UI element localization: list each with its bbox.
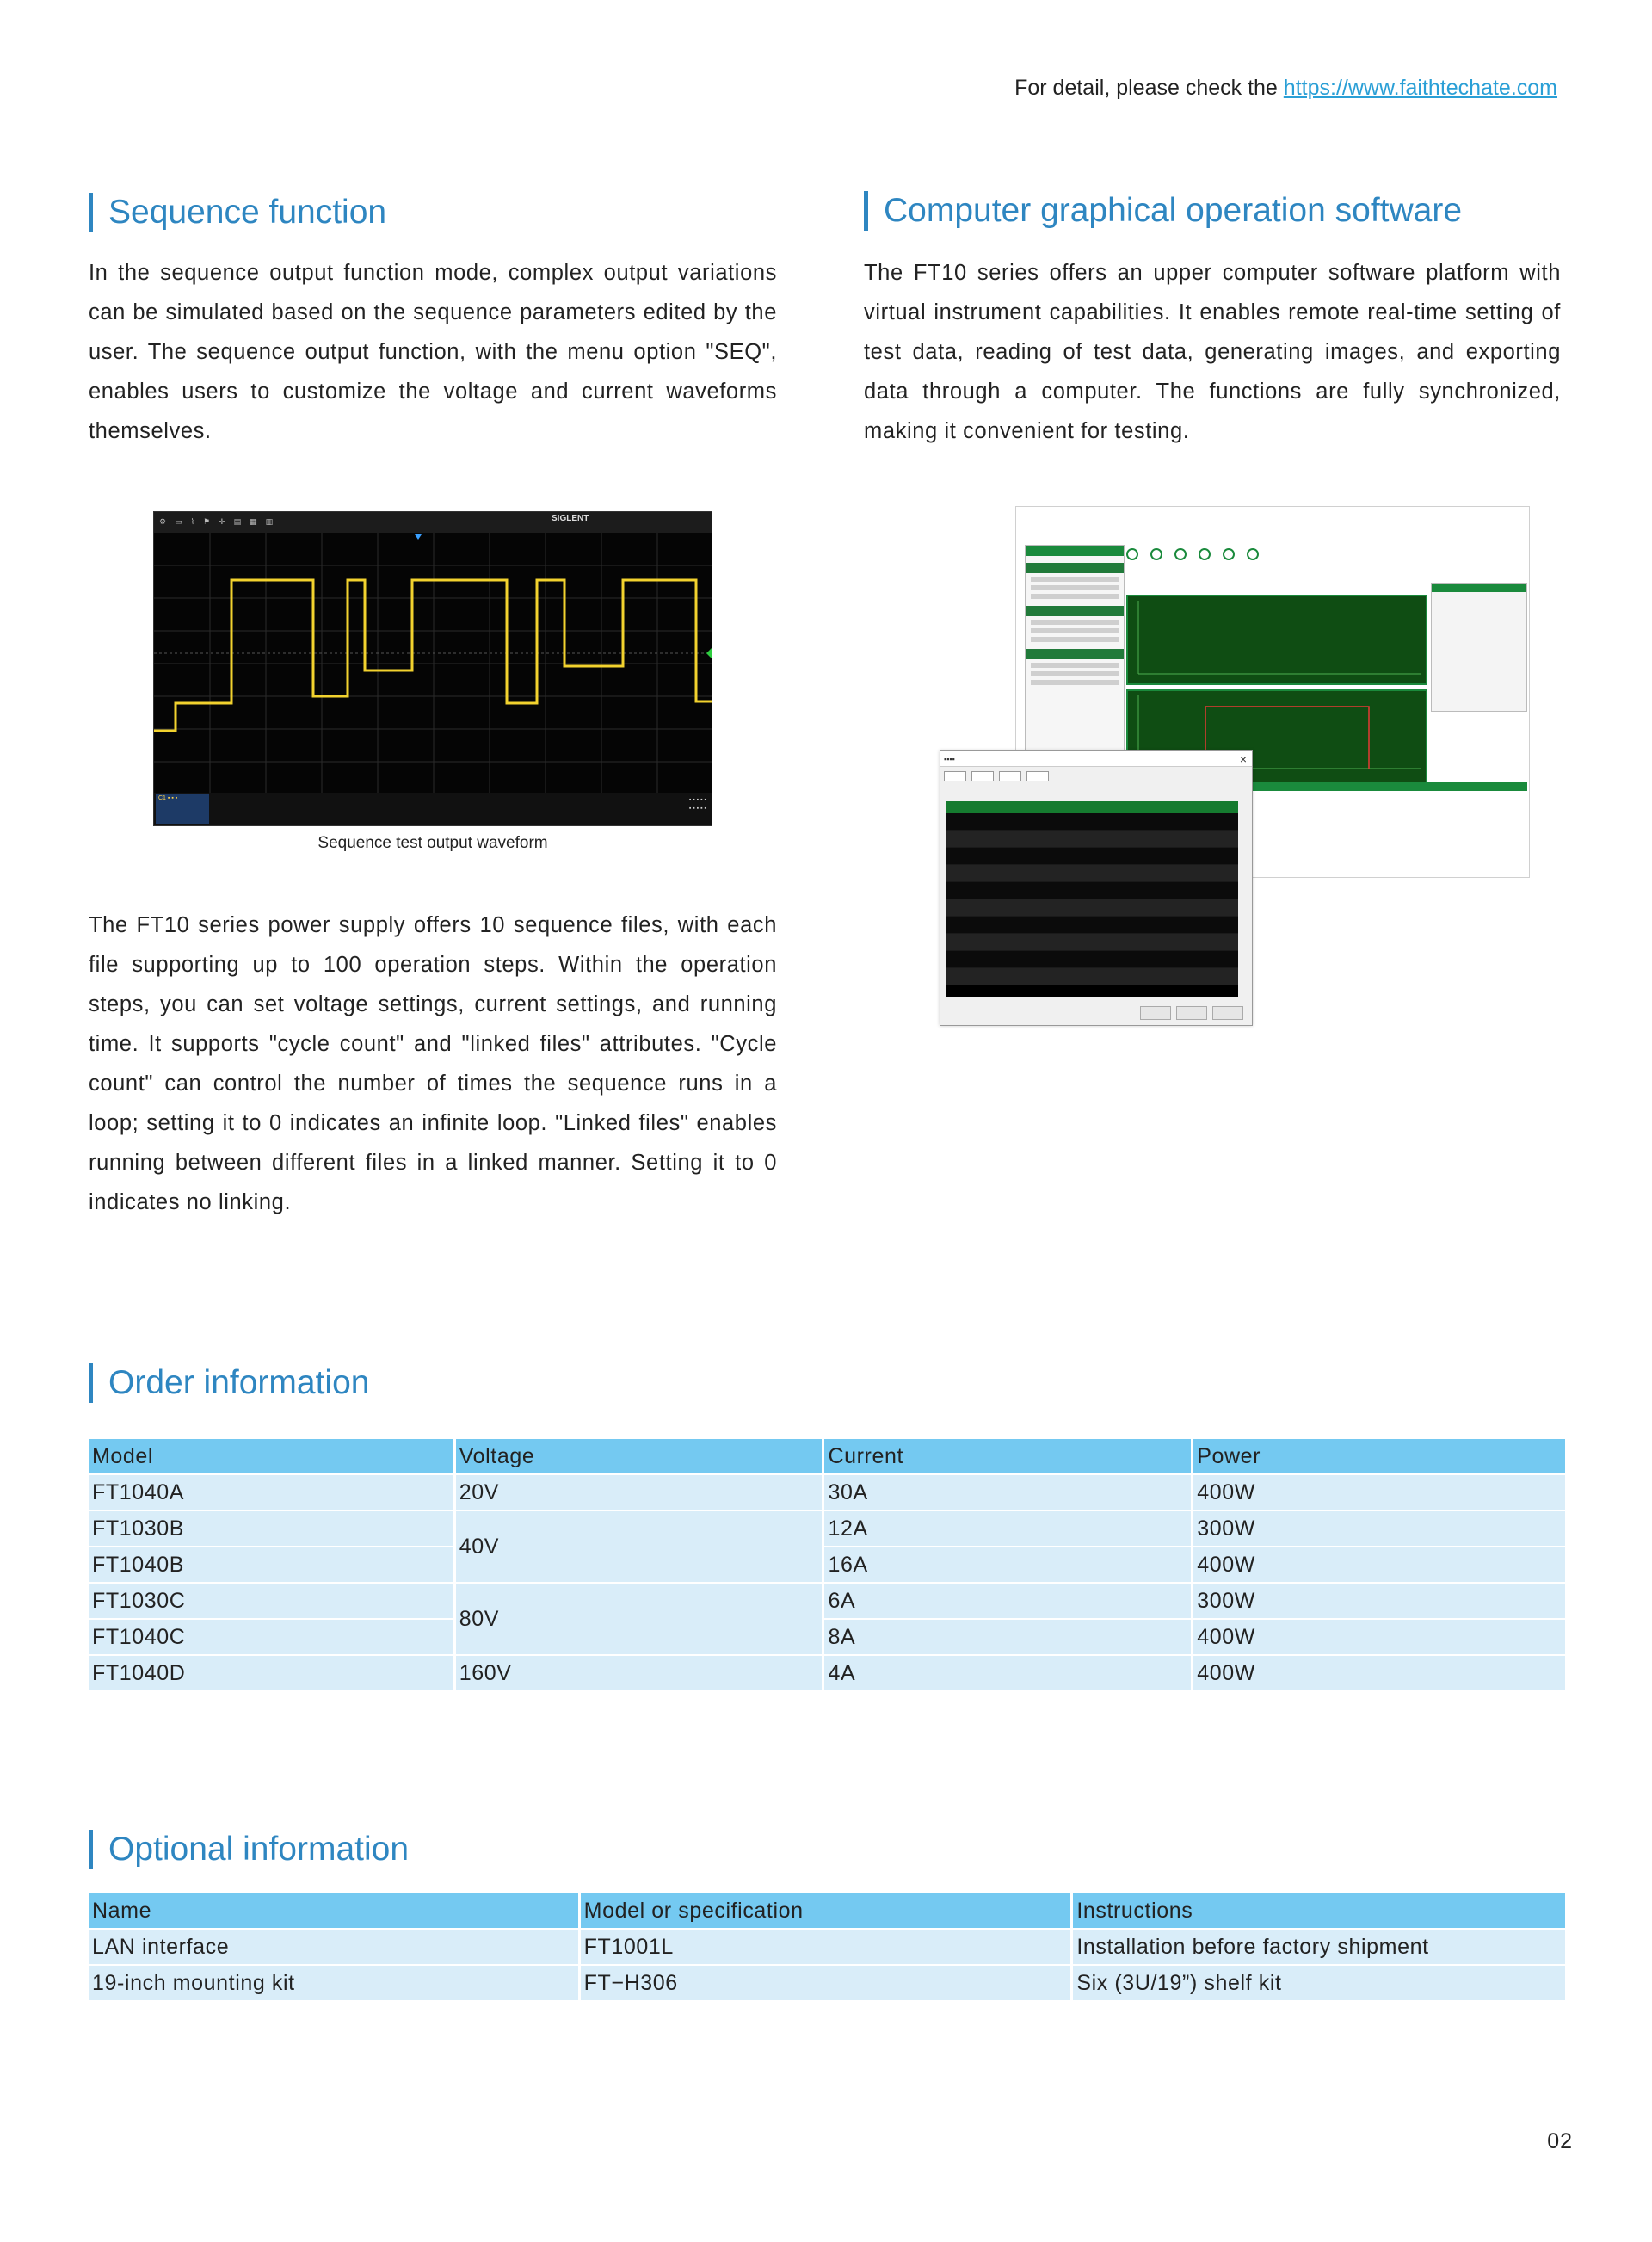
scope-brand-logo: SIGLENT [552,514,589,523]
table-row [89,1475,1565,1510]
order-model-cell: FT1040D [89,1656,453,1690]
dialog-cancel-button[interactable] [1212,1006,1243,1020]
optional-header-model: Model or specification [581,1893,1071,1928]
optional-model-cell: FT−H306 [581,1966,1071,2000]
order-voltage-cell: 40V [456,1511,823,1582]
optional-header-name: Name [89,1893,578,1928]
order-voltage-cell: 160V [456,1656,823,1690]
order-section-title: Order information [89,1363,369,1403]
order-header-current: Current [824,1439,1191,1473]
optional-name-cell: 19-inch mounting kit [89,1966,578,2000]
dialog-save-button[interactable] [1140,1006,1171,1020]
order-current-cell: 30A [824,1475,1191,1510]
optional-model-cell: FT1001L [581,1930,1071,1964]
order-power-cell: 300W [1193,1511,1565,1546]
scope-menu-bar: ⚙ ▭ ⌇ ⚑ ✛ ▤ ▦ ▥ [154,512,712,533]
order-model-cell: FT1030C [89,1584,453,1618]
scope-waveform-display [154,533,712,794]
scope-level-marker [706,648,712,658]
order-model-cell: FT1040C [89,1620,453,1654]
scope-measurement-readouts: ▪ ▪ ▪ ▪ ▪ ▪ ▪ ▪ ▪ ▪ [688,797,706,812]
optional-name-cell: LAN interface [89,1930,578,1964]
table-row [89,1547,1565,1582]
sequence-settings-dialog [940,750,1253,1026]
oscilloscope-screenshot [153,511,712,826]
header-note-text: For detail, please check the [1014,76,1278,100]
optional-instructions-cell: Six (3U/19”) shelf kit [1073,1966,1565,2000]
optional-section-title: Optional information [89,1830,409,1869]
order-voltage-cell: 80V [456,1584,823,1654]
dialog-buttons [1140,1006,1243,1020]
table-row [89,1656,1565,1690]
sequence-step-grid [946,801,1238,997]
software-voltage-plot [1126,595,1427,685]
order-power-cell: 400W [1193,1656,1565,1690]
order-current-cell: 4A [824,1656,1191,1690]
order-current-cell: 16A [824,1547,1191,1582]
dialog-title-bar: ▪▪▪▪ × [940,751,1252,767]
order-table [86,1437,1568,1692]
scope-grid [154,533,712,794]
order-model-cell: FT1040B [89,1547,453,1582]
order-model-cell: FT1040A [89,1475,453,1510]
dialog-ok-button[interactable] [1176,1006,1207,1020]
order-current-cell: 12A [824,1511,1191,1546]
website-link[interactable]: https://www.faithtechate.com [1283,76,1557,100]
page-number: 02 [1547,2129,1573,2153]
order-model-cell: FT1030B [89,1511,453,1546]
scope-channel-box: C1 ▪ ▪ ▪ [156,794,209,824]
order-power-cell: 300W [1193,1584,1565,1618]
optional-instructions-cell: Installation before factory shipment [1073,1930,1565,1964]
software-body-text: The FT10 series offers an upper computer software platform with virtual instrument capabilities. It enables remote real-time setting of test data, reading of test data, generating images, and exporting data through a computer. The functions are fully synchronized, making it convenient for testing. [864,261,1561,443]
order-header-voltage: Voltage [456,1439,823,1473]
order-header-power: Power [1193,1439,1565,1473]
order-current-cell: 6A [824,1584,1191,1618]
optional-header-instructions: Instructions [1073,1893,1565,1928]
order-current-cell: 8A [824,1620,1191,1654]
table-row [89,1930,1565,1964]
order-header-model: Model [89,1439,453,1473]
table-row [89,1511,1565,1546]
order-voltage-cell: 20V [456,1475,823,1510]
table-row [89,1620,1565,1654]
sequence-section-title: Sequence function [89,193,386,232]
table-row [89,1966,1565,2000]
software-readout-panel [1431,583,1527,712]
waveform-caption: Sequence test output waveform [317,834,548,852]
software-channel-panel [1025,545,1125,751]
order-power-cell: 400W [1193,1620,1565,1654]
order-power-cell: 400W [1193,1475,1565,1510]
dialog-parameter-row [940,767,1252,786]
order-power-cell: 400W [1193,1547,1565,1582]
order-table-header [89,1439,1565,1473]
sequence-intro-text: In the sequence output function mode, complex output variations can be simulated based on the sequence parameters edited by the user. The sequence output function, with the menu option "SEQ", enables users to customize the voltage and current waveforms themselves. [89,261,777,443]
optional-table-header [89,1893,1565,1928]
close-icon[interactable]: × [1239,752,1247,766]
software-section-title: Computer graphical operation software [864,191,1462,231]
scope-status-footer [154,793,712,825]
scope-trigger-marker [415,534,422,540]
header-note [1014,76,1557,101]
sequence-body-text: The FT10 series power supply offers 10 sequence files, with each file supporting up to 100 operation steps. Within the operation steps, you can set voltage settings, current settings, and running time. It supports "cycle count" and "linked files" attributes. "Cycle count" can control the number of times the sequence runs in a loop; setting it to 0 indicates an infinite loop. "Linked files" enables running between different files in a linked manner. Setting it to 0 indicates no linking. [89,913,777,1214]
optional-table [86,1892,1568,2002]
software-toolbar-icons [1126,548,1259,560]
table-row [89,1584,1565,1618]
